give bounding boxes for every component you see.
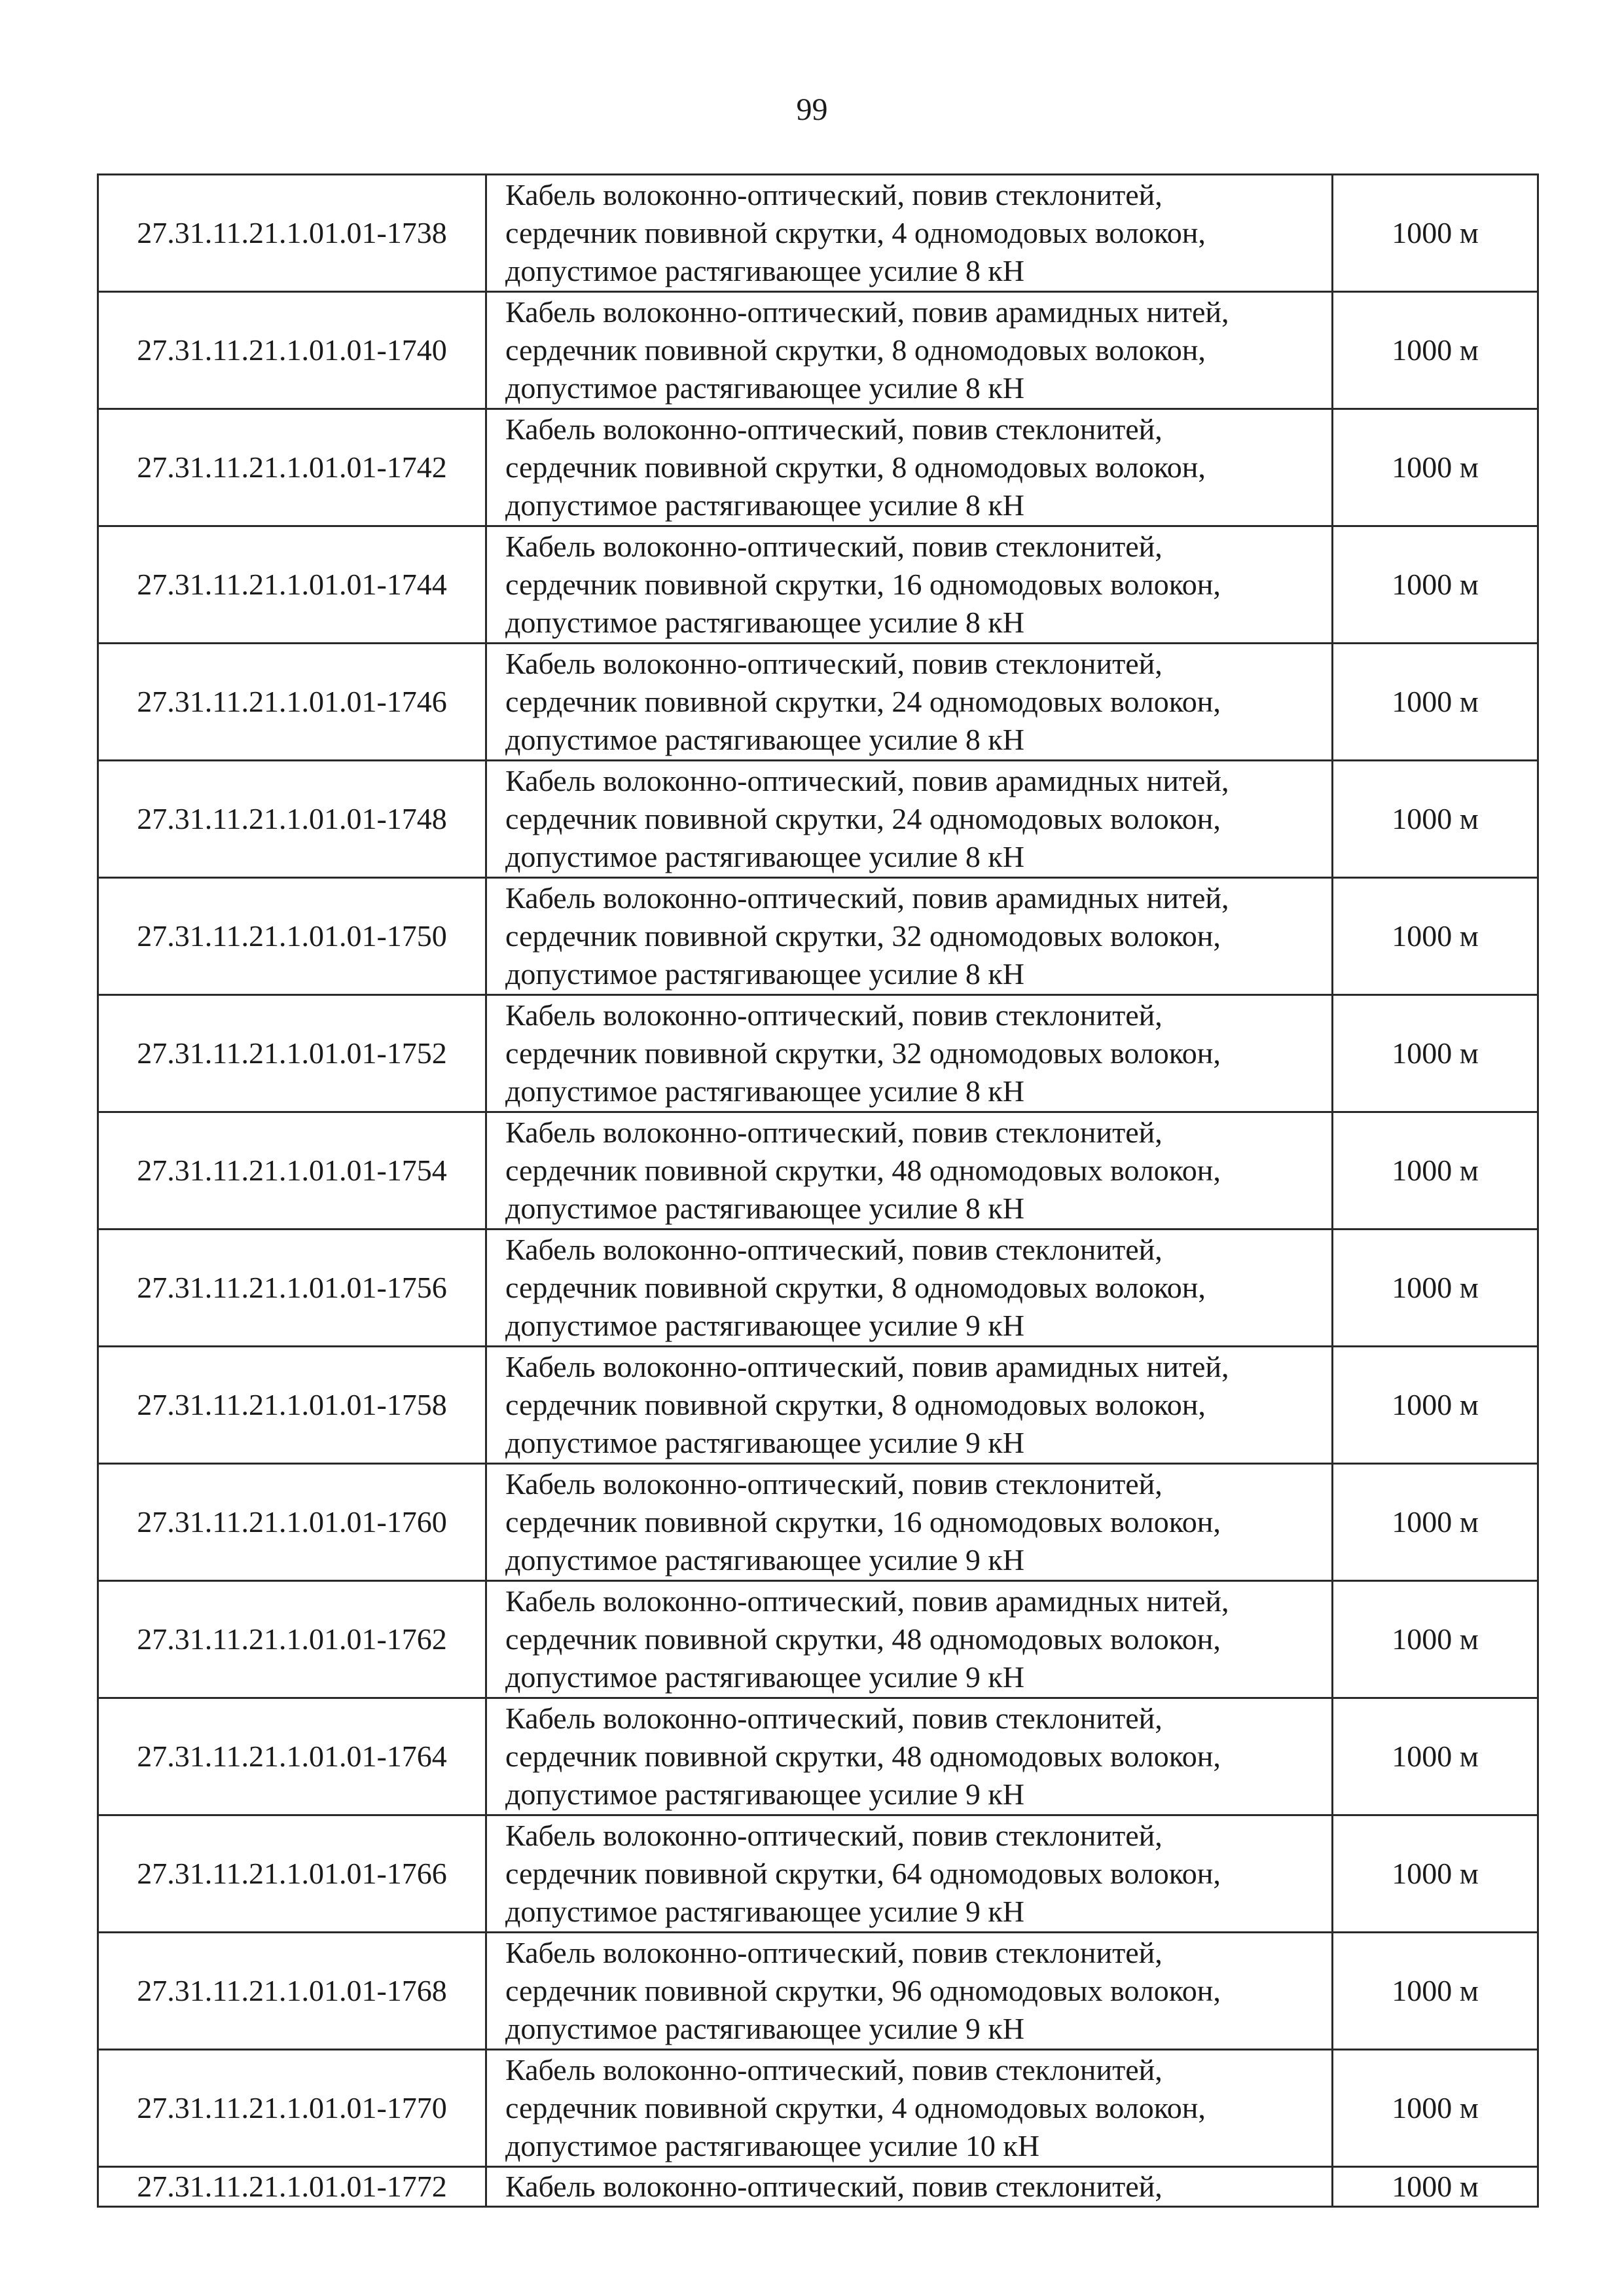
unit-cell: 1000 м (1333, 1347, 1538, 1464)
description-line: Кабель волоконно-оптический, повив арамидных нитей, (505, 295, 1229, 329)
description-line: Кабель волоконно-оптический, повив арамидных нитей, (505, 881, 1229, 915)
resource-code-cell: 27.31.11.21.1.01.01-1750 (98, 878, 486, 995)
description-line: Кабель волоконно-оптический, повив стеклонитей, (505, 1467, 1163, 1501)
description-line: Кабель волоконно-оптический, повив стеклонитей, (505, 2053, 1163, 2086)
resource-code-cell: 27.31.11.21.1.01.01-1756 (98, 1230, 486, 1347)
description-line: сердечник повивной скрутки, 16 одномодовых волокон, (505, 1505, 1221, 1539)
table-row (98, 2050, 1538, 2167)
resource-description-cell (486, 292, 1333, 409)
resource-code-cell: 27.31.11.21.1.01.01-1738 (98, 175, 486, 292)
resource-code-cell: 27.31.11.21.1.01.01-1742 (98, 409, 486, 526)
description-line: допустимое растягивающее усилие 9 кН (505, 1426, 1024, 1459)
table-row (98, 761, 1538, 878)
unit-cell: 1000 м (1333, 1933, 1538, 2050)
resource-description-cell (486, 644, 1333, 761)
resource-description-cell (486, 878, 1333, 995)
resource-code-cell: 27.31.11.21.1.01.01-1748 (98, 761, 486, 878)
description-line: Кабель волоконно-оптический, повив арамидных нитей, (505, 1350, 1229, 1383)
description-line: допустимое растягивающее усилие 9 кН (505, 1309, 1024, 1342)
unit-cell: 1000 м (1333, 644, 1538, 761)
unit-cell: 1000 м (1333, 995, 1538, 1112)
resource-description-cell (486, 1815, 1333, 1933)
resource-code-cell: 27.31.11.21.1.01.01-1754 (98, 1112, 486, 1230)
table-row (98, 409, 1538, 526)
resource-code-cell: 27.31.11.21.1.01.01-1746 (98, 644, 486, 761)
description-line: сердечник повивной скрутки, 16 одномодовых волокон, (505, 568, 1221, 601)
table-row (98, 1698, 1538, 1815)
table-row (98, 995, 1538, 1112)
description-line: сердечник повивной скрутки, 64 одномодовых волокон, (505, 1857, 1221, 1890)
unit-cell: 1000 м (1333, 1698, 1538, 1815)
unit-cell: 1000 м (1333, 1112, 1538, 1230)
description-line: Кабель волоконно-оптический, повив стеклонитей, (505, 412, 1163, 446)
description-line: Кабель волоконно-оптический, повив стеклонитей, (505, 1819, 1163, 1852)
description-line: допустимое растягивающее усилие 8 кН (505, 254, 1024, 287)
description-line: сердечник повивной скрутки, 24 одномодовых волокон, (505, 802, 1221, 835)
resource-code-cell: 27.31.11.21.1.01.01-1764 (98, 1698, 486, 1815)
description-line: сердечник повивной скрутки, 48 одномодовых волокон, (505, 1740, 1221, 1773)
resource-code-cell: 27.31.11.21.1.01.01-1768 (98, 1933, 486, 2050)
description-line: допустимое растягивающее усилие 9 кН (505, 1777, 1024, 1811)
resource-description-cell (486, 1698, 1333, 1815)
description-line: Кабель волоконно-оптический, повив стеклонитей, (505, 1116, 1163, 1149)
description-line: сердечник повивной скрутки, 4 одномодовых волокон, (505, 2091, 1206, 2124)
resource-description-cell (486, 761, 1333, 878)
description-line: сердечник повивной скрутки, 32 одномодовых волокон, (505, 919, 1221, 953)
resource-description-cell (486, 1581, 1333, 1698)
unit-cell: 1000 м (1333, 292, 1538, 409)
description-line: допустимое растягивающее усилие 9 кН (505, 2012, 1024, 2045)
unit-cell: 1000 м (1333, 2050, 1538, 2167)
description-line: допустимое растягивающее усилие 8 кН (505, 488, 1024, 522)
table-row (98, 644, 1538, 761)
resource-description-cell (486, 1230, 1333, 1347)
resource-code-cell: 27.31.11.21.1.01.01-1766 (98, 1815, 486, 1933)
table-row (98, 1581, 1538, 1698)
unit-cell: 1000 м (1333, 761, 1538, 878)
unit-cell: 1000 м (1333, 1230, 1538, 1347)
description-line: допустимое растягивающее усилие 9 кН (505, 1543, 1024, 1576)
unit-cell: 1000 м (1333, 878, 1538, 995)
description-line: допустимое растягивающее усилие 8 кН (505, 371, 1024, 405)
unit-cell: 1000 м (1333, 1581, 1538, 1698)
description-line: сердечник повивной скрутки, 8 одномодовых волокон, (505, 333, 1206, 367)
resource-code-cell: 27.31.11.21.1.01.01-1772 (98, 2167, 486, 2207)
resource-description-cell (486, 1933, 1333, 2050)
description-line: допустимое растягивающее усилие 8 кН (505, 957, 1024, 991)
table-row (98, 2167, 1538, 2207)
table-row (98, 1815, 1538, 1933)
table-row (98, 175, 1538, 292)
resource-code-cell: 27.31.11.21.1.01.01-1744 (98, 526, 486, 644)
resource-description-cell (486, 409, 1333, 526)
resource-description-cell (486, 1464, 1333, 1581)
description-line: допустимое растягивающее усилие 8 кН (505, 723, 1024, 756)
resource-description-cell (486, 526, 1333, 644)
page-number: 99 (796, 92, 828, 127)
table-row (98, 1230, 1538, 1347)
resource-description-cell (486, 175, 1333, 292)
description-line: Кабель волоконно-оптический, повив стеклонитей, (505, 998, 1163, 1032)
resource-code-cell: 27.31.11.21.1.01.01-1752 (98, 995, 486, 1112)
description-line: сердечник повивной скрутки, 8 одномодовых волокон, (505, 1388, 1206, 1421)
unit-cell: 1000 м (1333, 1464, 1538, 1581)
unit-cell: 1000 м (1333, 526, 1538, 644)
table-row (98, 1464, 1538, 1581)
description-line: Кабель волоконно-оптический, повив стеклонитей, (505, 530, 1163, 563)
description-line: сердечник повивной скрутки, 32 одномодовых волокон, (505, 1036, 1221, 1070)
resource-code-cell: 27.31.11.21.1.01.01-1760 (98, 1464, 486, 1581)
unit-cell: 1000 м (1333, 175, 1538, 292)
resource-description-cell (486, 2050, 1333, 2167)
description-line: Кабель волоконно-оптический, повив стеклонитей, (505, 1702, 1163, 1735)
description-line: допустимое растягивающее усилие 9 кН (505, 1895, 1024, 1928)
description-line: допустимое растягивающее усилие 8 кН (505, 1192, 1024, 1225)
unit-cell: 1000 м (1333, 409, 1538, 526)
description-line: Кабель волоконно-оптический, повив арамидных нитей, (505, 764, 1229, 797)
description-line: допустимое растягивающее усилие 10 кН (505, 2129, 1039, 2162)
resource-table (97, 173, 1539, 2208)
resource-code-cell: 27.31.11.21.1.01.01-1758 (98, 1347, 486, 1464)
unit-cell: 1000 м (1333, 1815, 1538, 1933)
resource-description-cell (486, 2167, 1333, 2207)
description-line: сердечник повивной скрутки, 48 одномодовых волокон, (505, 1154, 1221, 1187)
description-line: сердечник повивной скрутки, 48 одномодовых волокон, (505, 1622, 1221, 1656)
description-line: допустимое растягивающее усилие 8 кН (505, 606, 1024, 639)
description-line: сердечник повивной скрутки, 8 одномодовых волокон, (505, 450, 1206, 484)
table-row (98, 292, 1538, 409)
description-line: Кабель волоконно-оптический, повив арамидных нитей, (505, 1584, 1229, 1618)
description-line: сердечник повивной скрутки, 8 одномодовых волокон, (505, 1271, 1206, 1304)
table-row (98, 1933, 1538, 2050)
resource-code-cell: 27.31.11.21.1.01.01-1740 (98, 292, 486, 409)
resource-description-cell (486, 1347, 1333, 1464)
table-row (98, 526, 1538, 644)
table-row (98, 878, 1538, 995)
resource-code-cell: 27.31.11.21.1.01.01-1770 (98, 2050, 486, 2167)
description-line: Кабель волоконно-оптический, повив стеклонитей, (505, 1936, 1163, 1969)
description-line: Кабель волоконно-оптический, повив стеклонитей, (505, 178, 1163, 211)
description-line: сердечник повивной скрутки, 96 одномодовых волокон, (505, 1974, 1221, 2007)
description-line: допустимое растягивающее усилие 8 кН (505, 840, 1024, 873)
description-line: допустимое растягивающее усилие 9 кН (505, 1660, 1024, 1694)
description-line: сердечник повивной скрутки, 4 одномодовых волокон, (505, 216, 1206, 249)
description-line: сердечник повивной скрутки, 24 одномодовых волокон, (505, 685, 1221, 718)
description-line: Кабель волоконно-оптический, повив стеклонитей, (505, 2170, 1163, 2203)
resource-description-cell (486, 1112, 1333, 1230)
resource-description-cell (486, 995, 1333, 1112)
description-line: допустимое растягивающее усилие 8 кН (505, 1074, 1024, 1108)
description-line: Кабель волоконно-оптический, повив стеклонитей, (505, 647, 1163, 680)
table-row (98, 1112, 1538, 1230)
resource-code-cell: 27.31.11.21.1.01.01-1762 (98, 1581, 486, 1698)
description-line: Кабель волоконно-оптический, повив стеклонитей, (505, 1233, 1163, 1266)
table-row (98, 1347, 1538, 1464)
resource-table-body (98, 175, 1538, 2207)
unit-cell: 1000 м (1333, 2167, 1538, 2207)
